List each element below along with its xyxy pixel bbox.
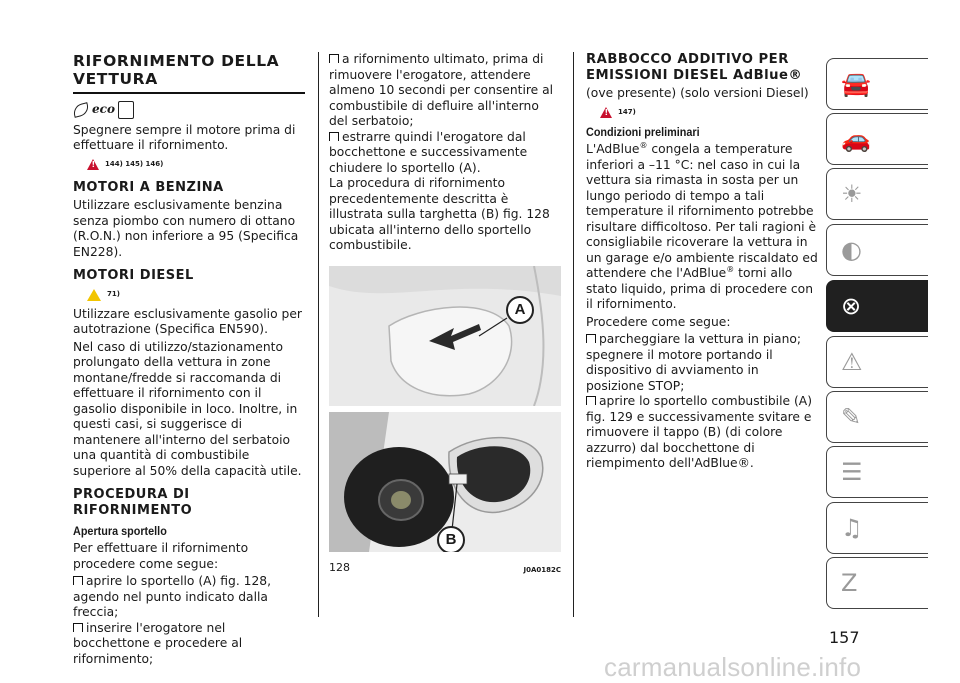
callout-b: B xyxy=(437,526,465,552)
bullet-icon xyxy=(586,334,596,343)
leaf-icon xyxy=(72,102,91,118)
apertura-text: Per effettuare il rifornimento procedere come segue: xyxy=(73,541,249,571)
list-item xyxy=(329,130,561,177)
figure-number: 128 xyxy=(329,560,350,574)
fuel-pump-icon xyxy=(118,101,134,119)
list-item-text: estrarre quindi l'erogatore dal bocchettone e successivamente chiudere lo sportello (A). xyxy=(329,129,528,175)
car-info-circle-icon: 🚗 xyxy=(841,125,871,153)
bullet-icon xyxy=(73,576,83,585)
bullet-icon xyxy=(329,132,339,141)
alphabetical-index-icon: Z xyxy=(841,569,858,597)
adblue-note: (ove presente) (solo versioni Diesel) xyxy=(586,86,809,100)
adblue-title xyxy=(586,52,818,84)
bullet-icon xyxy=(329,54,339,63)
key-steering-wheel-icon: ⊗ xyxy=(841,292,862,320)
adblue-text-a: L'AdBlue xyxy=(586,142,640,156)
procedure-text: La procedura di rifornimento precedentemente descritta è illustrata sulla targhetta (B) fig. 128 ubicata all'interno dello sportello combustibile. xyxy=(329,176,550,252)
chapter-tab-10[interactable] xyxy=(826,557,928,609)
warning-lights-icon: ☀ xyxy=(841,180,863,208)
warning-ref-numbers: 147) xyxy=(618,107,636,116)
emergency-car-icon: ⚠ xyxy=(841,348,863,376)
title-line-1: RIFORNIMENTO DELLA xyxy=(73,52,280,70)
chapter-tab-9[interactable] xyxy=(826,502,928,554)
list-item xyxy=(586,394,818,472)
warning-refs xyxy=(87,157,305,173)
callout-a: A xyxy=(506,296,534,324)
column-middle xyxy=(329,52,561,574)
figure-128 xyxy=(329,266,561,574)
wrench-tools-icon: ✎ xyxy=(841,403,862,431)
list-item-text: a rifornimento ultimato, prima di rimuovere l'erogatore, attendere almeno 10 secondi per consentire al combustibile di defluire all'interno del serbatoio; xyxy=(329,52,554,128)
adblue-text-b: congela a temperature inferiori a –11 °C: nel caso in cui la vettura sia rimasta in sosta per un lungo periodo di tempo a tali temperature il rifornimento potrebbe risultare difficoltoso. Per tali ragioni è consigliabile ricoverare la vettura in un garage e/o ambiente riscaldato ed attendere che l'AdBlue xyxy=(586,142,818,280)
list-item-text: aprire lo sportello combustibile (A) fig. 129 e successivamente svitare e rimuovere il tappo (B) (di colore azzurro) dal bocchettone di riempimento dell'AdBlue®. xyxy=(586,394,812,470)
adblue-text-c: torni allo stato liquido, prima di procedere con il rifornimento. xyxy=(586,266,813,311)
procedere-text: Procedere come segue: xyxy=(586,314,731,329)
warning-triangle-icon xyxy=(600,107,612,118)
caution-ref-numbers: 71) xyxy=(107,290,120,298)
chapter-tab-1[interactable] xyxy=(826,58,928,110)
list-item-text: aprire lo sportello (A) fig. 128, agendo nel punto indicato dalla freccia; xyxy=(73,574,272,619)
chapter-tab-2[interactable] xyxy=(826,113,928,165)
eco-label: eco xyxy=(92,101,115,116)
column-right xyxy=(586,52,818,472)
column-divider xyxy=(318,52,319,617)
watermark: carmanualsonline.info xyxy=(604,652,862,682)
chapter-tab-8[interactable] xyxy=(826,446,928,498)
registered-mark: ® xyxy=(639,140,648,150)
chapter-tab-5[interactable] xyxy=(826,280,928,332)
list-item-text: parcheggiare la vettura in piano; spegnere il motore portando il dispositivo di avviamento in posizione STOP; xyxy=(586,332,802,393)
benzina-text: Utilizzare esclusivamente benzina senza piombo con numero di ottano (R.O.N.) non inferiore a 95 (Specifica EN228). xyxy=(73,198,299,259)
adblue-warning-refs xyxy=(600,105,818,121)
figure-code: J0A0182C xyxy=(523,565,561,574)
fuel-door-closed-photo xyxy=(329,266,561,406)
eco-icon xyxy=(73,100,305,120)
chapter-tab-4[interactable] xyxy=(826,224,928,276)
technical-data-icon: ☰ xyxy=(841,458,863,486)
diesel-text-2: Nel caso di utilizzo/stazionamento prolungato della vettura in zone montane/fredde si raccomanda di effettuare il rifornimento con il gasolio disponibile in loco. Inoltre, in questi casi, si suggerisce di mantenere all'interno del serbatoio una quantità di combustibile superiore al 50% della capacità utile. xyxy=(73,339,302,478)
adblue-title-line-1: RABBOCCO ADDITIVO PER xyxy=(586,52,789,67)
registered-mark: ® xyxy=(726,264,735,274)
adblue-conditions-text xyxy=(586,142,818,313)
list-item xyxy=(586,332,818,394)
list-item xyxy=(329,52,561,130)
chapter-tab-6[interactable] xyxy=(826,336,928,388)
list-item xyxy=(73,621,305,668)
intro-text: Spegnere sempre il motore prima di effettuare il rifornimento. xyxy=(73,122,296,152)
list-item xyxy=(73,574,305,621)
caution-triangle-icon xyxy=(87,289,101,301)
figure-caption xyxy=(329,560,561,579)
list-item-text: inserire l'erogatore nel bocchettone e procedere al rifornimento; xyxy=(73,620,243,666)
column-left xyxy=(73,52,305,667)
caution-refs xyxy=(87,287,305,303)
warning-ref-numbers: 144) 145) 146) xyxy=(105,159,164,168)
title-underline xyxy=(73,92,305,94)
adblue-title-line-2: EMISSIONI DIESEL AdBlue® xyxy=(586,68,803,83)
airbag-safety-icon: ◐ xyxy=(841,236,862,264)
subheading-apertura: Apertura sportello xyxy=(73,524,167,538)
chapter-tab-3[interactable] xyxy=(826,168,928,220)
car-info-icon: 🚘 xyxy=(841,70,871,98)
multimedia-icon: ♫ xyxy=(841,514,863,542)
warning-triangle-icon xyxy=(87,159,99,170)
bullet-icon xyxy=(73,623,83,632)
heading-diesel: MOTORI DIESEL xyxy=(73,268,194,283)
page-number: 157 xyxy=(829,628,860,647)
section-title xyxy=(73,52,305,88)
column-divider xyxy=(573,52,574,617)
heading-benzina: MOTORI A BENZINA xyxy=(73,180,224,195)
heading-procedura: PROCEDURA DI RIFORNIMENTO xyxy=(73,487,193,518)
subheading-condizioni: Condizioni preliminari xyxy=(586,125,700,139)
chapter-tab-7[interactable] xyxy=(826,391,928,443)
diesel-text-1: Utilizzare esclusivamente gasolio per autotrazione (Specifica EN590). xyxy=(73,306,302,336)
bullet-icon xyxy=(586,396,596,405)
fuel-door-open-photo xyxy=(329,412,561,552)
title-line-2: VETTURA xyxy=(73,70,158,88)
